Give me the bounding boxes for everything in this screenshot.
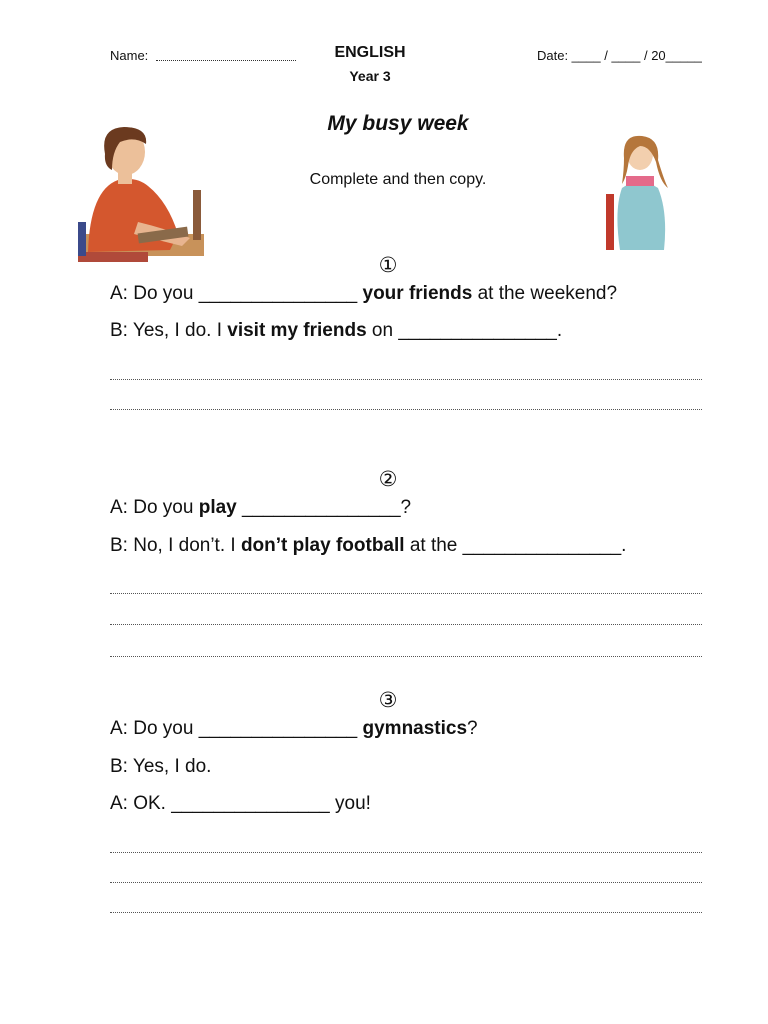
writing-line[interactable] bbox=[110, 912, 702, 913]
girl-image bbox=[606, 132, 676, 252]
writing-line[interactable] bbox=[110, 409, 702, 410]
writing-line[interactable] bbox=[110, 852, 702, 853]
exercise-1-line-a: A: Do you _______________ your friends at the weekend? bbox=[110, 283, 618, 304]
writing-line[interactable] bbox=[110, 379, 702, 380]
exercise-3-line-c: A: OK. _______________ you! bbox=[110, 793, 371, 814]
writing-line[interactable] bbox=[110, 624, 702, 625]
date-field[interactable]: Date: ____ / ____ / 20_____ bbox=[537, 48, 702, 63]
writing-line[interactable] bbox=[110, 882, 702, 883]
year-heading: Year 3 bbox=[349, 68, 391, 84]
writing-line[interactable] bbox=[110, 593, 702, 594]
subject-heading: ENGLISH bbox=[334, 44, 406, 61]
exercise-3-line-a: A: Do you _______________ gymnastics? bbox=[110, 718, 478, 739]
teacher-image bbox=[78, 122, 204, 262]
exercise-3-line-b: B: Yes, I do. bbox=[110, 756, 212, 777]
exercise-2-line-a: A: Do you play _______________? bbox=[110, 497, 412, 518]
exercise-2-line-b: B: No, I don’t. I don’t play football at the _______________. bbox=[110, 535, 627, 556]
instruction-text: Complete and then copy. bbox=[309, 171, 487, 188]
exercise-3-number: ③ bbox=[378, 688, 398, 712]
writing-line[interactable] bbox=[110, 656, 702, 657]
exercise-1-line-b: B: Yes, I do. I visit my friends on _______________. bbox=[110, 320, 563, 341]
exercise-1-number: ① bbox=[378, 253, 398, 277]
page-title: My busy week bbox=[327, 112, 469, 135]
exercise-2-number: ② bbox=[378, 467, 398, 491]
name-label: Name: bbox=[110, 48, 149, 63]
